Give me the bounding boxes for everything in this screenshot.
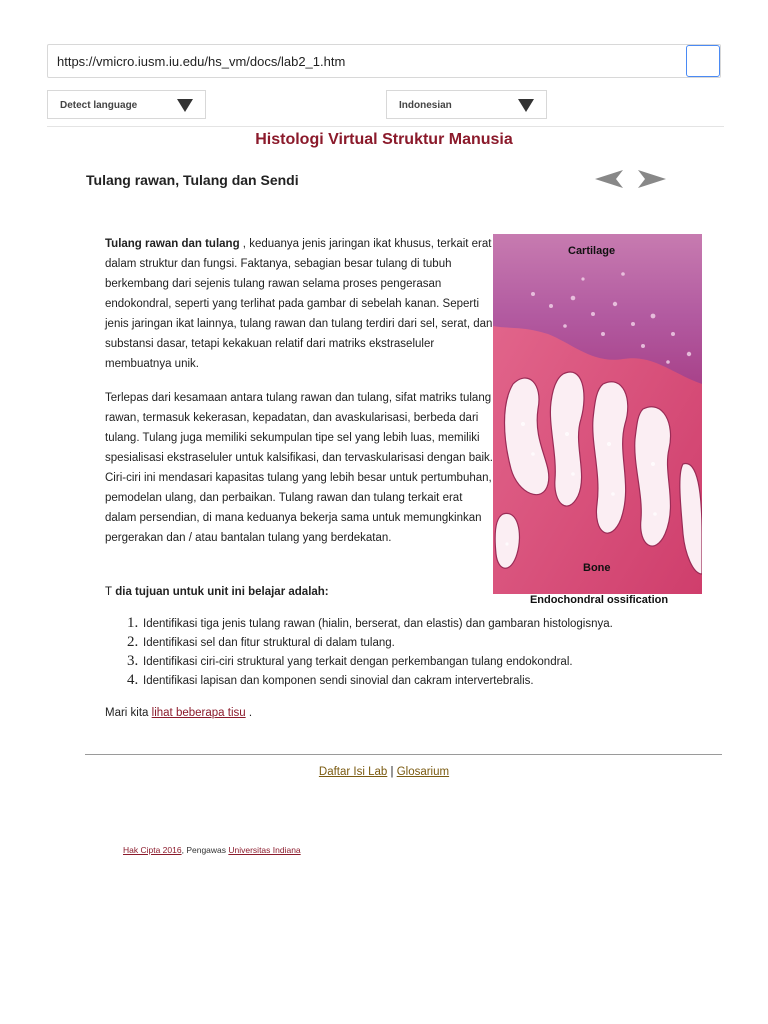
goal-text: Identifikasi sel dan fitur struktural di dalam tulang. xyxy=(143,637,395,649)
intro-bold-term: Tulang rawan dan tulang xyxy=(105,238,240,250)
address-go-button[interactable] xyxy=(686,45,720,77)
intro-content xyxy=(105,234,493,562)
list-item xyxy=(127,615,613,634)
goals-heading xyxy=(105,586,329,598)
footer-nav xyxy=(0,766,768,778)
cartilage-label: Cartilage xyxy=(568,245,616,257)
intro-paragraph-1 xyxy=(105,234,493,374)
intro-paragraph-2 xyxy=(105,388,493,548)
intro-text-1: , keduanya jenis jaringan ikat khusus, terkait erat dalam struktur dan fungsi. Faktanya, sebagian besar tulang di tubuh berkembang dari sejenis tulang rawan selama proses pengerasan endokondral, seperti yang terlihat pada gambar di sebelah kanan. Seperti jenis jaringan ikat lainnya, tulang rawan dan tulang terdiri dari sel, serat, dan substansi dasar, tetapi kekakuan relatif dari matriks ekstraseluler membuatnya unik. xyxy=(105,238,493,370)
address-bar[interactable] xyxy=(47,44,721,78)
copyright-link[interactable]: Hak Cipta 2016 xyxy=(123,845,182,855)
page-title: Histologi Virtual Struktur Manusia xyxy=(255,131,513,148)
endochondral-micrograph xyxy=(493,234,702,594)
divider xyxy=(85,754,722,755)
goal-text: Identifikasi ciri-ciri struktural yang terkait dengan perkembangan tulang endokondral. xyxy=(143,656,573,668)
closing-sentence xyxy=(105,707,252,719)
list-item xyxy=(127,634,613,653)
goals-heading-bold: dia tujuan untuk unit ini belajar adalah: xyxy=(112,586,329,598)
list-number: 1. xyxy=(127,615,139,631)
target-language-select[interactable] xyxy=(386,90,547,119)
intro-text-2: Terlepas dari kesamaan antara tulang rawan dan tulang, sifat matriks tulang rawan, termasuk kekerasan, kepadatan, dan avaskularisasi, berbeda dari tulang. Tulang juga memiliki sekumpulan tipe sel yang lebih luas, memiliki spesialisasi ekstraseluler untuk kalsifikasi, dan tervaskularisasi dengan baik. Ciri-ciri ini mendasari kapasitas tulang yang lebih besar untuk pertumbuhan, pemodelan ulang, dan perbaikan. Tulang rawan dan tulang terkait erat dalam persendian, di mana keduanya bekerja sama untuk memungkinkan pergerakan dan / atau bantalan tulang yang berdekatan. xyxy=(105,392,493,544)
section-subtitle: Tulang rawan, Tulang dan Sendi xyxy=(86,172,299,188)
figure-caption: Endochondral ossification xyxy=(529,594,669,606)
url-text[interactable]: https://vmicro.iusm.iu.edu/hs_vm/docs/lab2_1.htm xyxy=(57,54,346,69)
university-link[interactable]: Universitas Indiana xyxy=(228,845,301,855)
list-item xyxy=(127,672,613,691)
goal-text: Identifikasi tiga jenis tulang rawan (hialin, berserat, dan elastis) dan gambaran histologisnya. xyxy=(143,618,613,630)
closing-suffix: . xyxy=(245,707,253,719)
table-of-contents-link[interactable]: Daftar Isi Lab xyxy=(318,766,388,778)
list-item xyxy=(127,653,613,672)
target-language-label: Indonesian xyxy=(399,100,452,111)
list-number: 2. xyxy=(127,634,139,650)
translate-toolbar xyxy=(47,90,724,127)
copyright-text: , Pengawas xyxy=(181,845,229,855)
goal-text: Identifikasi lapisan dan komponen sendi sinovial dan cakram intervertebralis. xyxy=(143,675,534,687)
next-arrow-icon[interactable] xyxy=(638,170,666,188)
list-number: 3. xyxy=(127,653,139,669)
glossary-link[interactable]: Glosarium xyxy=(396,766,450,778)
chevron-down-icon xyxy=(518,99,534,112)
goals-prefix: T xyxy=(105,586,113,598)
source-language-label: Detect language xyxy=(60,100,138,111)
list-number: 4. xyxy=(127,672,139,688)
closing-prefix: Mari kita xyxy=(105,707,152,719)
goals-list xyxy=(127,615,613,691)
histology-image xyxy=(493,234,702,594)
view-tissues-link[interactable]: lihat beberapa tisu xyxy=(151,707,246,719)
copyright xyxy=(123,845,301,855)
footer-separator: | xyxy=(387,766,397,778)
bone-label: Bone xyxy=(583,562,611,574)
source-language-select[interactable] xyxy=(47,90,206,119)
previous-arrow-icon[interactable] xyxy=(595,170,623,188)
chevron-down-icon xyxy=(177,99,193,112)
